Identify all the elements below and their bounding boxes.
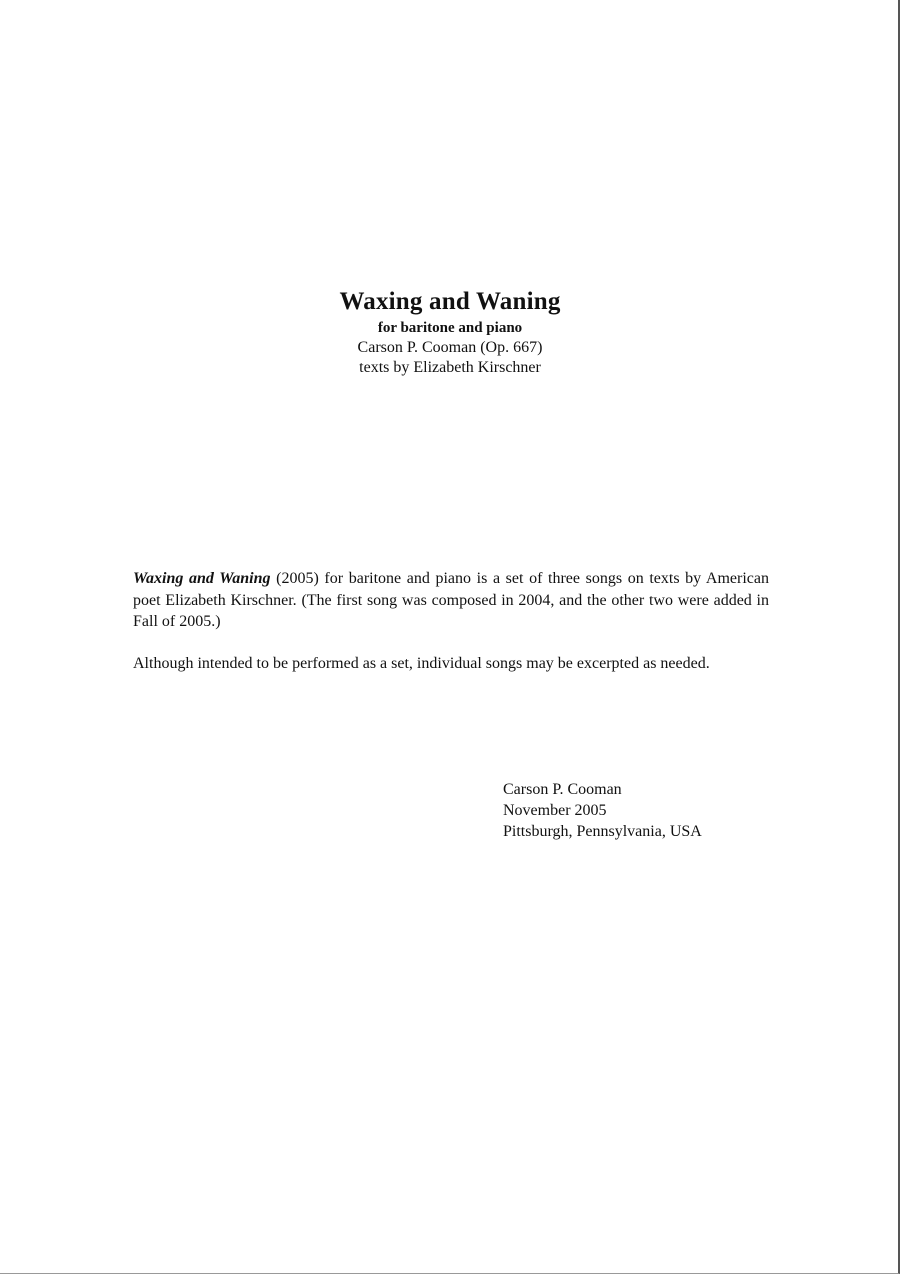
notes-paragraph-2: Although intended to be performed as a set, individual songs may be excerpted as needed.	[133, 654, 710, 672]
title-block	[0, 286, 900, 378]
composer-line: Carson P. Cooman (Op. 667)	[357, 339, 543, 356]
signature-block	[503, 779, 702, 842]
signature-date: November 2005	[503, 802, 607, 819]
texts-by-line: texts by Elizabeth Kirschner	[359, 359, 541, 376]
notes-paragraph-1-text: (2005) for baritone and piano is a set of three songs on texts by American poet Elizabeth Kirschner. (The first song was composed in 2004, and the other two were added in Fall of 2005.)	[133, 570, 769, 630]
work-title-heading: Waxing and Waning	[339, 288, 561, 315]
signature-name: Carson P. Cooman	[503, 781, 622, 798]
notes-work-title: Waxing and Waning	[133, 570, 271, 587]
notes-paragraph-1	[133, 568, 769, 633]
instrumentation-subtitle: for baritone and piano	[377, 320, 523, 336]
program-notes	[133, 568, 769, 694]
signature-place: Pittsburgh, Pennsylvania, USA	[503, 823, 702, 840]
